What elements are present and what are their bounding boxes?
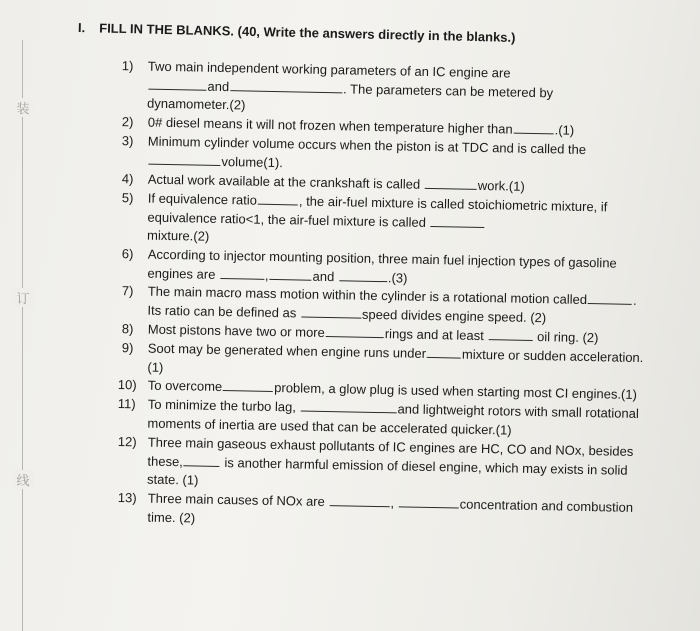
question-text: mixture.(2) bbox=[146, 227, 210, 244]
question-text: . Its ratio can be defined as bbox=[147, 292, 637, 320]
question-text: , the air-fuel mixture is called stoichiometric mixture, if equivalence ratio<1, the air-fuel mixture is called bbox=[147, 192, 608, 229]
question-text: To overcome bbox=[147, 377, 223, 395]
binding-margin-line bbox=[22, 40, 23, 631]
answer-blank[interactable] bbox=[425, 175, 477, 189]
binding-char-ding: 订 bbox=[12, 288, 34, 307]
question-text: .(1) bbox=[554, 122, 575, 138]
question-text: To minimize the turbo lag, bbox=[147, 396, 297, 415]
question-text: and bbox=[207, 78, 230, 94]
question-text: volume(1). bbox=[221, 153, 284, 170]
question-text: dynamometer.(2) bbox=[146, 95, 246, 113]
answer-blank[interactable] bbox=[300, 399, 396, 414]
question-text: and bbox=[312, 267, 335, 284]
question-text: is another harmful emission of diesel engine, which may exists in solid state. (1) bbox=[146, 454, 628, 488]
answer-blank[interactable] bbox=[427, 344, 461, 358]
question-number: 2) bbox=[121, 114, 134, 130]
question-text: and lightweight rotors with small rotational moments of inertia are used that can be accelerated quicker.(1) bbox=[147, 401, 639, 438]
question-number: 1) bbox=[121, 58, 134, 74]
question-text: .(3) bbox=[387, 269, 408, 285]
answer-blank[interactable] bbox=[223, 378, 273, 392]
question-text: 0# diesel means it will not frozen when temperature higher than bbox=[147, 114, 513, 137]
question-text: oil ring. (2) bbox=[536, 328, 599, 345]
question-text: , bbox=[264, 266, 269, 282]
question-text: rings and at least bbox=[384, 325, 484, 343]
answer-blank[interactable] bbox=[184, 452, 220, 466]
answer-blank[interactable] bbox=[230, 78, 342, 93]
answer-blank[interactable] bbox=[258, 191, 298, 205]
question-text: Three main causes of NOx are bbox=[147, 490, 325, 509]
section-title: FILL IN THE BLANKS. (40, Write the answers directly in the blanks.) bbox=[99, 20, 516, 45]
binding-char-zhuang: 装 bbox=[12, 98, 34, 117]
question-12 bbox=[117, 433, 648, 499]
question-text: concentration and combustion time. (2) bbox=[147, 496, 634, 525]
question-number: 7) bbox=[121, 283, 134, 299]
question-5 bbox=[117, 189, 648, 255]
question-number: 8) bbox=[121, 320, 134, 336]
question-number: 12) bbox=[117, 433, 137, 449]
question-text: Soot may be generated when engine runs under bbox=[147, 340, 427, 361]
question-text: Minimum cylinder volume occurs when the piston is at TDC and is called the bbox=[147, 133, 587, 157]
question-number: 6) bbox=[121, 245, 134, 261]
answer-blank[interactable] bbox=[220, 265, 264, 279]
section-heading bbox=[78, 20, 516, 45]
answer-blank[interactable] bbox=[148, 151, 220, 165]
question-text: work.(1) bbox=[477, 177, 525, 194]
question-text: Actual work available at the crankshaft is called bbox=[147, 171, 421, 192]
question-text: If equivalence ratio bbox=[147, 190, 258, 208]
question-text: Two main independent working parameters of an IC engine are bbox=[147, 58, 511, 81]
answer-blank[interactable] bbox=[326, 323, 384, 337]
answer-blank[interactable] bbox=[488, 327, 532, 341]
question-text: According to injector mounting position, three main fuel injection types of gasoline engines are bbox=[147, 246, 617, 281]
answer-blank[interactable] bbox=[339, 267, 387, 281]
question-number: 11) bbox=[117, 395, 136, 412]
answer-blank[interactable] bbox=[148, 76, 206, 90]
answer-blank[interactable] bbox=[329, 493, 389, 507]
question-list bbox=[118, 57, 648, 526]
question-number: 4) bbox=[121, 170, 134, 186]
answer-blank[interactable] bbox=[431, 213, 485, 227]
answer-blank[interactable] bbox=[588, 291, 632, 305]
question-number: 9) bbox=[121, 339, 134, 355]
answer-blank[interactable] bbox=[399, 494, 459, 508]
section-number: I. bbox=[77, 20, 86, 36]
question-text: Most pistons have two or more bbox=[147, 321, 325, 340]
answer-blank[interactable] bbox=[514, 121, 554, 135]
question-number: 13) bbox=[117, 489, 137, 505]
question-1 bbox=[117, 57, 648, 123]
question-text: problem, a glow plug is used when starting most CI engines.(1) bbox=[274, 380, 638, 402]
question-number: 5) bbox=[121, 189, 134, 205]
question-text: mixture or sudden acceleration.(1) bbox=[147, 346, 644, 374]
question-text: Three main gaseous exhaust pollutants of IC engines are HC, CO and NOx, besides these, bbox=[147, 434, 634, 469]
question-text: , bbox=[390, 494, 395, 510]
question-text: speed divides engine speed. (2) bbox=[361, 306, 547, 325]
question-text: The main macro mass motion within the cylinder is a rotational motion called bbox=[147, 283, 588, 308]
answer-blank[interactable] bbox=[270, 266, 312, 280]
answer-blank[interactable] bbox=[301, 304, 361, 318]
question-number: 3) bbox=[121, 133, 134, 149]
question-number: 10) bbox=[117, 376, 137, 393]
question-text: . The parameters can be metered by bbox=[342, 80, 554, 100]
binding-char-xian: 线 bbox=[12, 470, 34, 489]
